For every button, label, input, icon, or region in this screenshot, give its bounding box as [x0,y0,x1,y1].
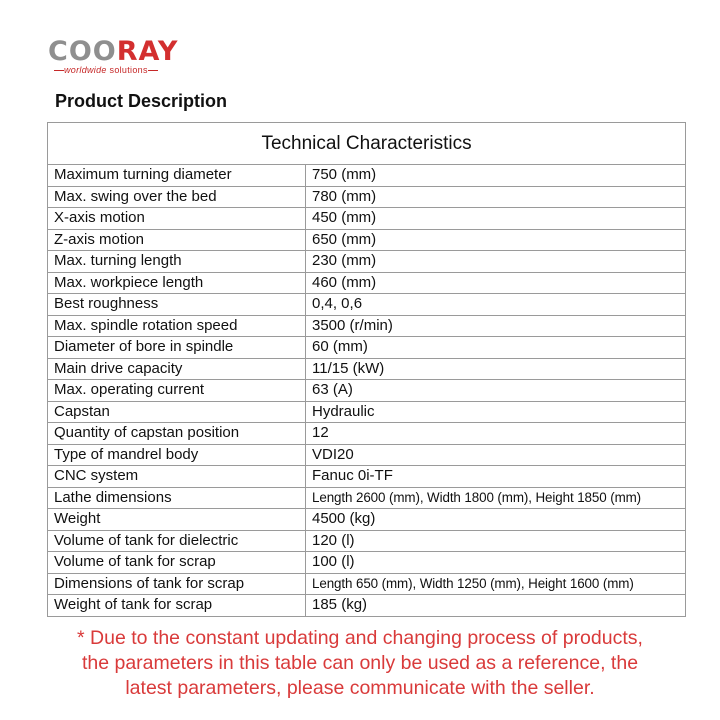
row-value: 230 (mm) [306,251,686,273]
row-value: 120 (l) [306,530,686,552]
row-name: Main drive capacity [48,358,306,380]
table-title: Technical Characteristics [48,123,686,165]
table-row [48,573,686,595]
row-name: Lathe dimensions [48,487,306,509]
note-line-1: * Due to the constant updating and changing process of products, [77,627,643,649]
table-row [48,444,686,466]
row-value: VDI20 [306,444,686,466]
row-value: 11/15 (kW) [306,358,686,380]
table-row [48,294,686,316]
tagline-rest: solutions [106,65,148,75]
table-row [48,466,686,488]
table-row [48,315,686,337]
disclaimer-note [30,626,690,701]
row-value: 4500 (kg) [306,509,686,531]
row-name: Max. turning length [48,251,306,273]
row-value: Hydraulic [306,401,686,423]
row-value: 100 (l) [306,552,686,574]
note-line-3: latest parameters, please communicate with the seller. [125,677,595,699]
table-row [48,530,686,552]
table-row [48,401,686,423]
table-row [48,208,686,230]
row-value: 450 (mm) [306,208,686,230]
row-name: Dimensions of tank for scrap [48,573,306,595]
row-name: Type of mandrel body [48,444,306,466]
row-value: 12 [306,423,686,445]
table-row [48,165,686,187]
row-value: Fanuc 0i-TF [306,466,686,488]
row-name: Capstan [48,401,306,423]
row-name: Maximum turning diameter [48,165,306,187]
page-title: Product Description [55,91,228,111]
row-name: Best roughness [48,294,306,316]
table-row [48,423,686,445]
tagline-dash-left [54,70,64,71]
row-value: 750 (mm) [306,165,686,187]
row-name: Volume of tank for dielectric [48,530,306,552]
table-row [48,595,686,617]
row-value: 650 (mm) [306,229,686,251]
row-value: Length 650 (mm), Width 1250 (mm), Height 1600 (mm) [306,573,686,595]
logo-text-red: RAY [116,36,179,67]
table-row [48,380,686,402]
table-row [48,272,686,294]
row-value: 185 (kg) [306,595,686,617]
table-row [48,509,686,531]
table-row [48,487,686,509]
row-name: Max. swing over the bed [48,186,306,208]
table-row [48,251,686,273]
row-value: 460 (mm) [306,272,686,294]
row-name: Quantity of capstan position [48,423,306,445]
row-value: 60 (mm) [306,337,686,359]
table-row [48,186,686,208]
row-name: Max. workpiece length [48,272,306,294]
logo-text-grey: COO [48,36,117,67]
row-name: Weight [48,509,306,531]
logo-wordmark [48,38,178,65]
row-value: 63 (A) [306,380,686,402]
tagline-dash-right [148,70,158,71]
table-row [48,358,686,380]
spec-table [47,122,686,617]
row-name: CNC system [48,466,306,488]
row-value: Length 2600 (mm), Width 1800 (mm), Height 1850 (mm) [306,487,686,509]
row-value: 3500 (r/min) [306,315,686,337]
cooray-logo [48,38,178,75]
table-row [48,552,686,574]
row-value: 0,4, 0,6 [306,294,686,316]
row-name: Volume of tank for scrap [48,552,306,574]
row-name: Max. operating current [48,380,306,402]
row-value: 780 (mm) [306,186,686,208]
row-name: Weight of tank for scrap [48,595,306,617]
row-name: Diameter of bore in spindle [48,337,306,359]
note-line-2: the parameters in this table can only be used as a reference, the [81,652,639,674]
table-row [48,337,686,359]
row-name: Z-axis motion [48,229,306,251]
tagline-italic: worldwide [64,65,107,75]
row-name: X-axis motion [48,208,306,230]
row-name: Max. spindle rotation speed [48,315,306,337]
table-row [48,229,686,251]
table-header-row [48,123,686,165]
